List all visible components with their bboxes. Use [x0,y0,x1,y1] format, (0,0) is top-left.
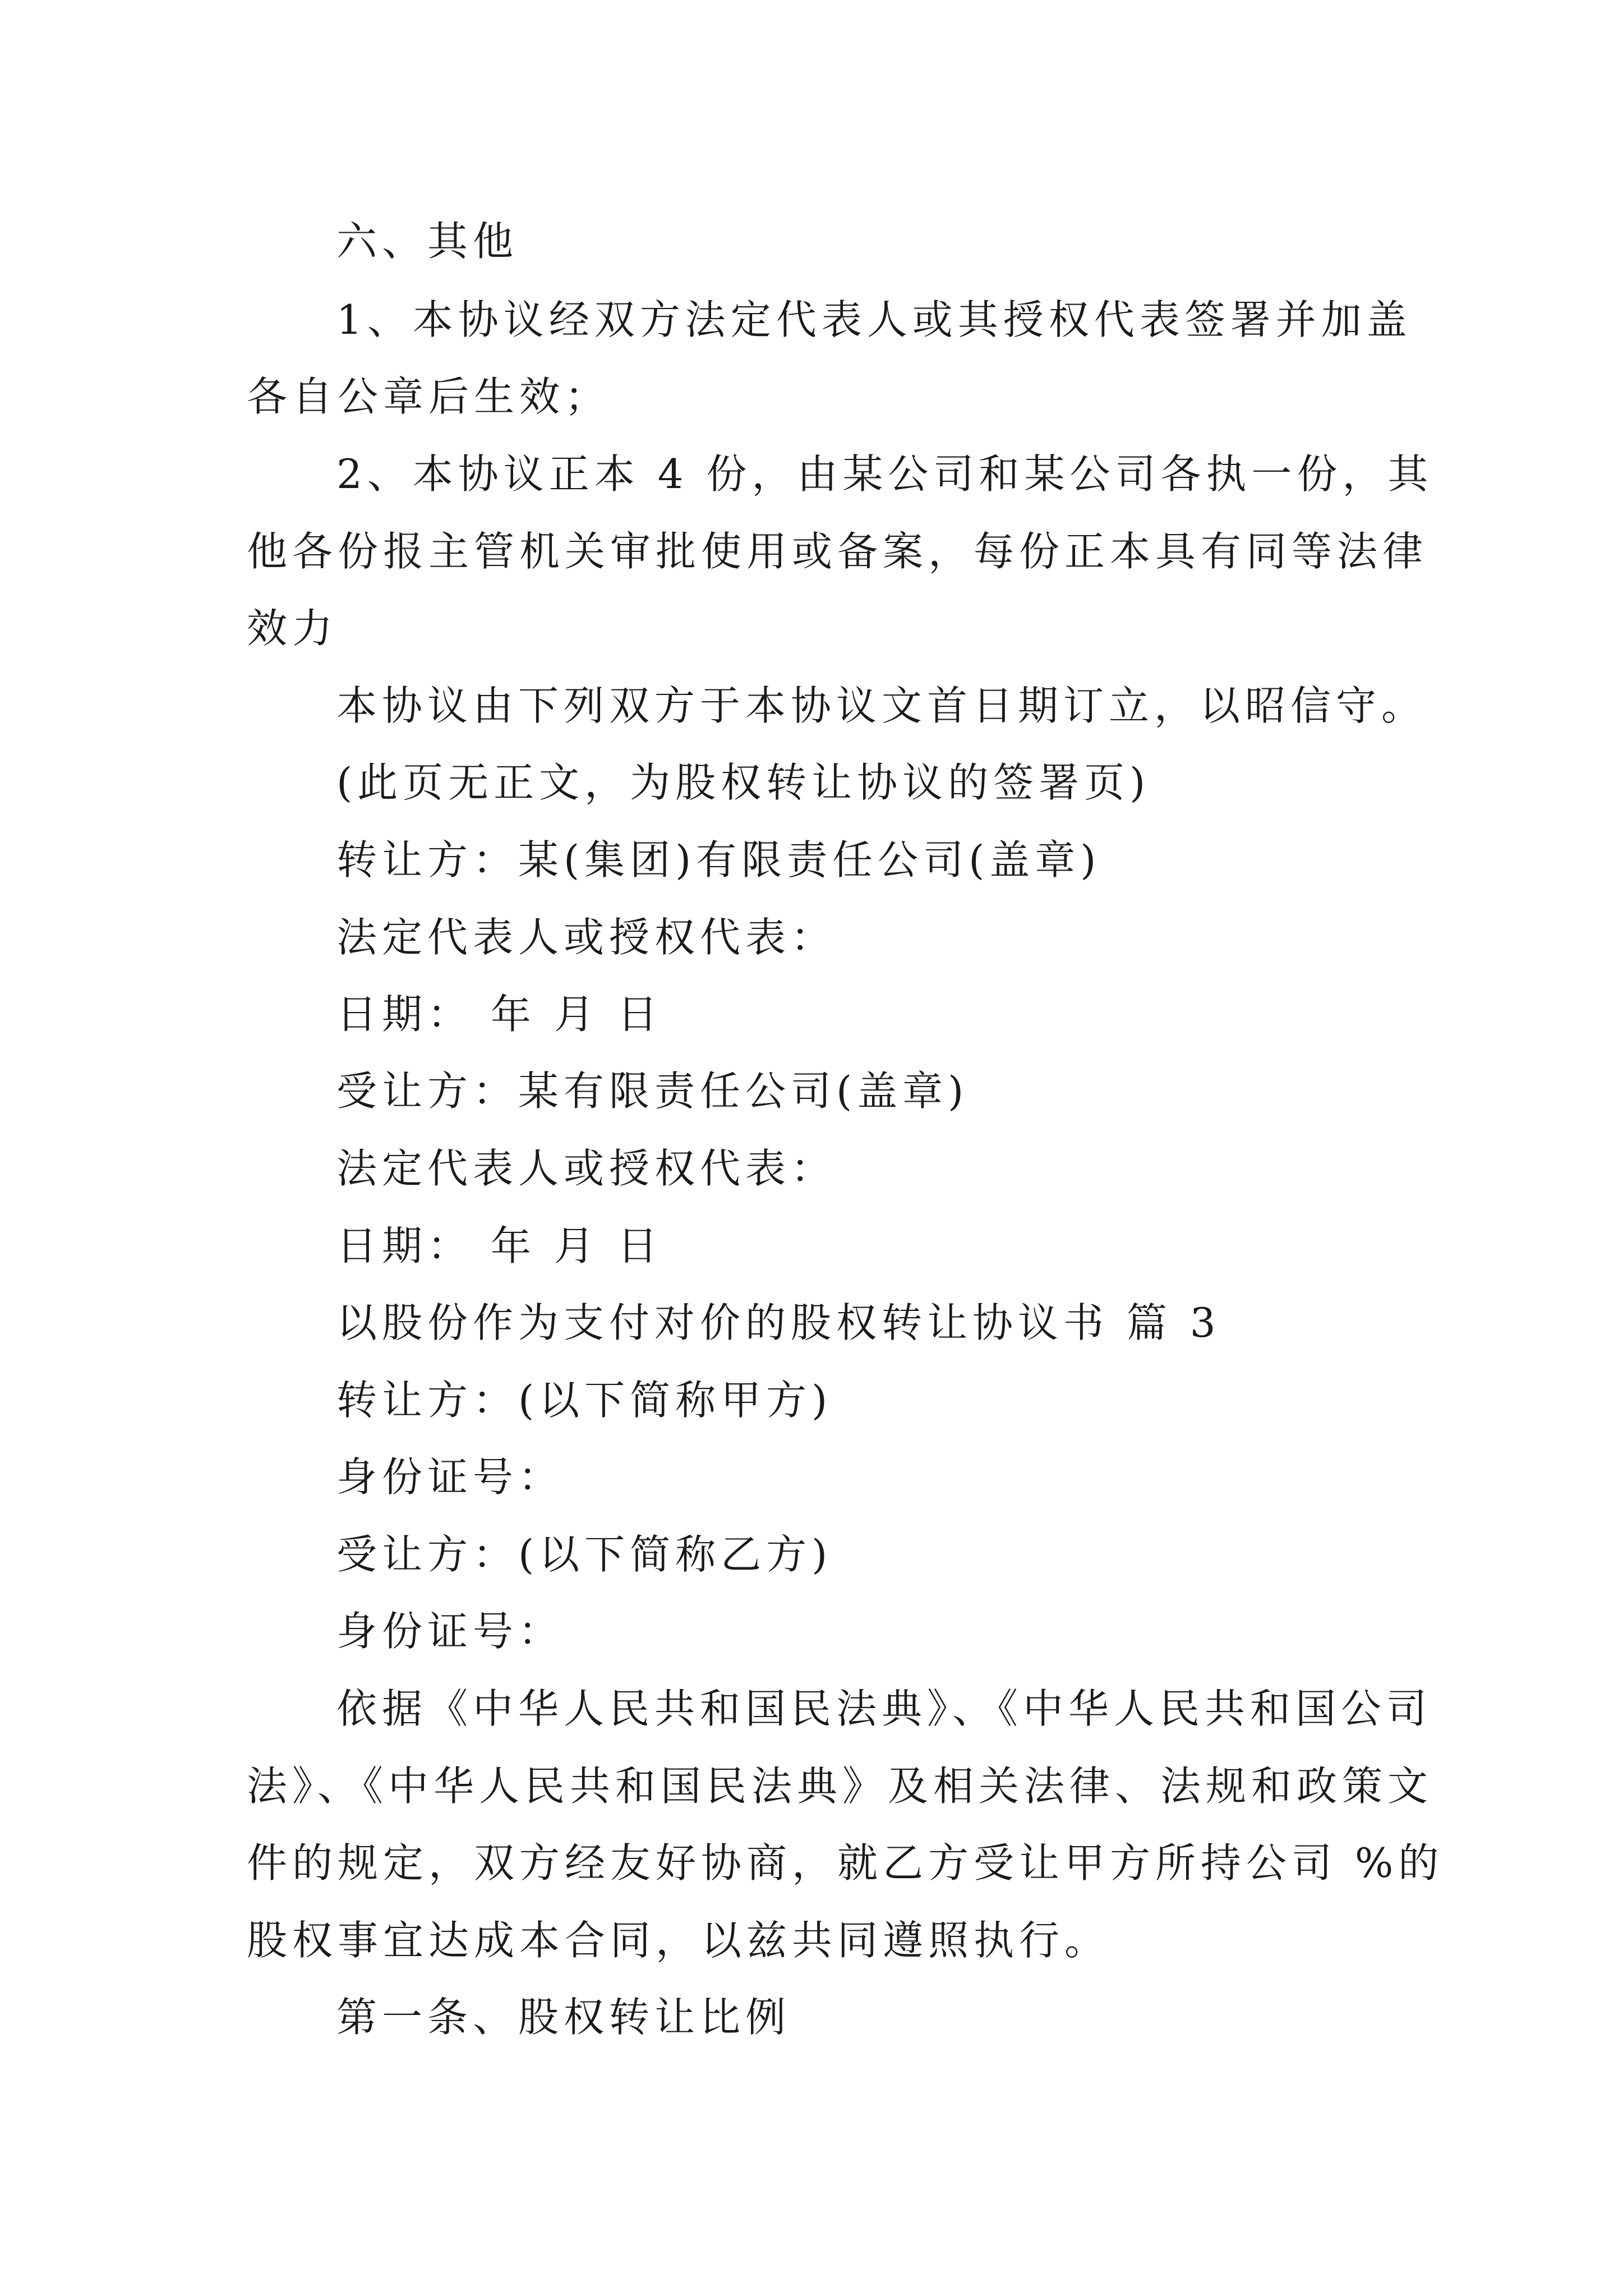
article-1-title: 第一条、股权转让比例 [336,1994,791,2041]
clause-2-line-1: 2、本协议正本 4 份，由某公司和某公司各执一份，其 [336,450,1433,498]
basis-line-4: 股权事宜达成本合同，以兹共同遵照执行。 [247,1917,1110,1964]
signature-page-note: (此页无正文，为股权转让协议的签署页) [336,759,1151,806]
closing-statement: 本协议由下列双方于本协议文首日期订立，以昭信守。 [336,682,1427,729]
basis-line-3: 件的规定，双方经友好协商，就乙方受让甲方所持公司 %的 [247,1839,1444,1887]
clause-1-line-2: 各自公章后生效； [247,373,611,420]
basis-line-1: 依据《中华人民共和国民法典》、《中华人民共和国公司 [336,1685,1432,1732]
clause-2-line-2: 他各份报主管机关审批使用或备案，每份正本具有同等法律 [247,528,1428,575]
transferee-line: 受让方：某有限责任公司(盖章) [336,1068,969,1115]
section-title-part-3: 以股份作为支付对价的股权转让协议书 篇 3 [336,1299,1221,1346]
party-a-line: 转让方：(以下简称甲方) [336,1377,833,1424]
basis-line-2: 法》、《中华人民共和国民法典》及相关法律、法规和政策文 [247,1763,1433,1810]
legal-rep-line-1: 法定代表人或授权代表： [336,914,837,961]
party-a-id-line: 身份证号： [336,1453,564,1501]
transferor-line: 转让方：某(集团)有限责任公司(盖章) [336,836,1101,884]
party-b-line: 受让方：(以下简称乙方) [336,1531,833,1578]
legal-rep-line-2: 法定代表人或授权代表： [336,1145,837,1192]
clause-2-line-3: 效力 [247,605,338,652]
date-line-1: 日期： 年 月 日 [336,991,663,1038]
clause-1-line-1: 1、本协议经双方法定代表人或其授权代表签署并加盖 [336,296,1412,343]
date-line-2: 日期： 年 月 日 [336,1222,663,1269]
section-heading-other: 六、其他 [336,218,519,265]
party-b-id-line: 身份证号： [336,1608,564,1655]
